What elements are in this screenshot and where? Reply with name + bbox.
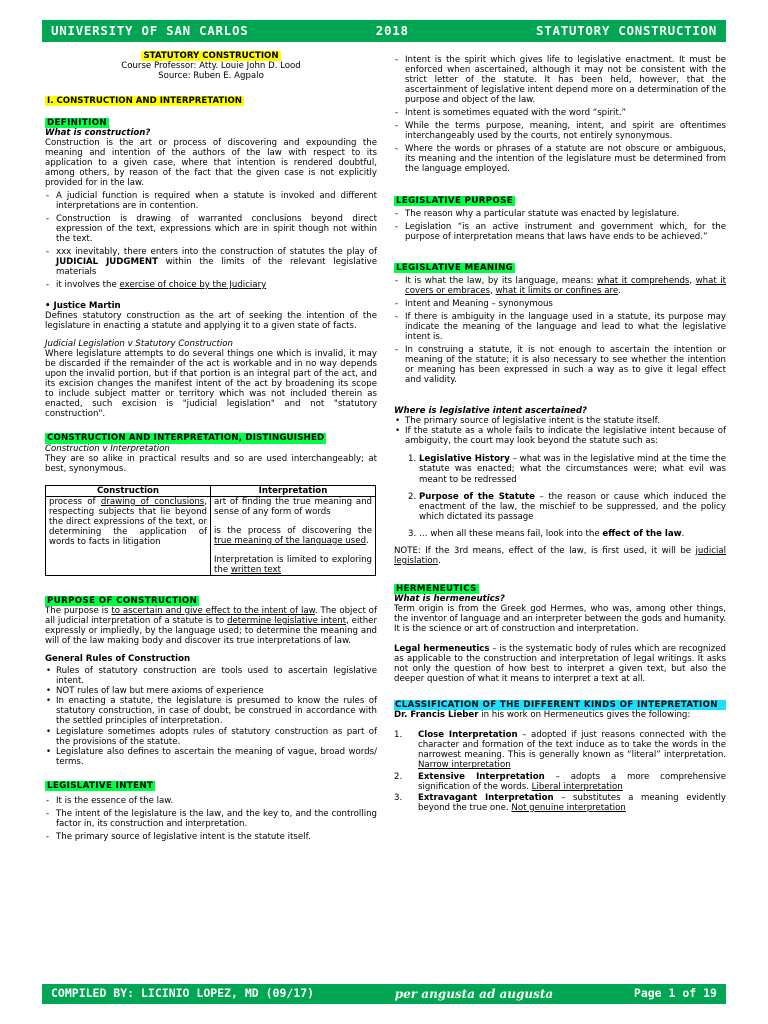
list-item: - While the terms purpose, meaning, intent, and spirit are oftentimes interchangeably used by the courts, not entirely synonymous. bbox=[394, 121, 726, 141]
comparison-table bbox=[45, 485, 376, 576]
lieber-text: Dr. Francis Lieber in his work on Hermeneutics gives the following: bbox=[394, 710, 691, 721]
list-item: • Legislature also defines to ascertain the meaning of vague, broad words/ terms. bbox=[45, 747, 377, 767]
page-number: Page 1 of 19 bbox=[633, 986, 717, 1001]
header-bar bbox=[42, 20, 726, 42]
footer-motto: per angusta ad augusta bbox=[394, 986, 554, 1001]
table-header: Construction bbox=[46, 485, 211, 496]
heading-distinguished: CONSTRUCTION AND INTERPRETATION, DISTINGUISHED bbox=[47, 433, 325, 444]
heading-hermeneutics: HERMENEUTICS bbox=[396, 583, 477, 594]
list-item: • In enacting a statute, the legislature is presumed to know the rules of statutory construction, in case of doubt, be construed in accordance with the settled principles of interpretation. bbox=[45, 696, 377, 726]
definition-list bbox=[45, 191, 377, 290]
list-item: - Intent is the spirit which gives life to legislative enactment. It must be enforced when ascertained, although it may not be consistent with the strict letter of the statute. It has been held, however, that the ascertainment of legislative intent depend more on a determination of the purpose and object of the law. bbox=[394, 55, 726, 105]
question-ascertained: Where is legislative intent ascertained? bbox=[394, 406, 587, 417]
distinguished-text: They are so alike in practical results and so are used interchangeably; at best, synonymous. bbox=[45, 453, 377, 474]
list-item: - Where the words or phrases of a statute are not obscure or ambiguous, its meaning and the intention of the legislature must be determined from the language employed. bbox=[394, 144, 726, 174]
purpose-list bbox=[394, 209, 726, 242]
table-cell-interpretation: art of finding the true meaning and sense of any form of words is the process of discovering the true meaning of the language used. Interpretation is limited to exploring the written text bbox=[211, 496, 376, 575]
list-item: - If there is ambiguity in the language used in a statute, its purpose may indicate the meaning of the language and lead to what the legislative intent is. bbox=[394, 312, 726, 342]
list-item: - It is the essence of the law. bbox=[45, 796, 377, 806]
right-column bbox=[394, 47, 726, 814]
question-hermeneutics: What is hermeneutics? bbox=[394, 593, 505, 604]
heading-legislative-purpose: LEGISLATIVE PURPOSE bbox=[396, 195, 513, 206]
list-item: - The reason why a particular statute was enacted by legislature. bbox=[394, 209, 726, 219]
definition-text: Construction is the art or process of discovering and expounding the meaning and intention of the authors of the law with respect to its application to a given case, where that intention is rendered doubtful, among others, by reason of the fact that the given case is not explicitly provided for in the law. bbox=[45, 138, 377, 189]
document-title: STATUTORY CONSTRUCTION bbox=[143, 51, 279, 61]
list-item: 1. Legislative History – what was in the legislative mind at the time the statute was enacted; what the circumstances were; what evil was meant to be redressed bbox=[408, 454, 726, 485]
list-item: 3. Extravagant Interpretation – substitutes a meaning evidently beyond the true one. Not genuine interpretation bbox=[394, 792, 726, 813]
distinguished-sub: Construction v Interpretation bbox=[45, 443, 170, 454]
list-item: • NOT rules of law but mere axioms of experience bbox=[45, 686, 377, 696]
means-list bbox=[406, 454, 726, 538]
rules-list bbox=[45, 666, 377, 766]
list-item: 3. … when all these means fail, look into the effect of the law. bbox=[408, 528, 685, 539]
heading-legislative-intent: LEGISLATIVE INTENT bbox=[47, 780, 154, 791]
table-header: Interpretation bbox=[211, 485, 376, 496]
section-heading-construction: I. CONSTRUCTION AND INTERPRETATION bbox=[47, 96, 242, 107]
title-block bbox=[45, 51, 377, 81]
list-item: - it involves the exercise of choice by the Judiciary bbox=[45, 280, 377, 290]
left-column bbox=[45, 47, 377, 845]
list-item: • The primary source of legislative intent is the statute itself. bbox=[394, 416, 726, 426]
ascertained-list bbox=[394, 416, 726, 446]
heading-purpose: PURPOSE OF CONSTRUCTION bbox=[47, 595, 198, 606]
justice-martin: • Justice Martin bbox=[45, 300, 121, 311]
footer-compiled-by: COMPILED BY: LICINIO LOPEZ, MD (09/17) bbox=[51, 986, 315, 1001]
list-item: - It is what the law, by its language, means: what it comprehends, what it covers or embraces, what it limits or confines are. bbox=[394, 276, 726, 296]
course-professor: Course Professor: Atty. Louie John D. Lood bbox=[121, 61, 301, 72]
header-university: UNIVERSITY OF SAN CARLOS bbox=[51, 22, 249, 38]
footer-bar bbox=[42, 984, 726, 1004]
rules-heading: General Rules of Construction bbox=[45, 654, 191, 665]
note-text: NOTE: If the 3rd means, effect of the law, is first used, it will be judicial legislation. bbox=[394, 545, 726, 566]
header-year: 2018 bbox=[375, 22, 409, 38]
intent-list-continued bbox=[394, 55, 726, 175]
header-subject: STATUTORY CONSTRUCTION bbox=[536, 22, 717, 38]
judicial-legislation-text: Where legislature attempts to do several things one which is invalid, it may be discarded if the remainder of the act is workable and in no way depends upon the invalid portion, but if that portion is an integral part of the act, and its excision changes the manifest intent of the act by broadening its scope to include subject matter or territory which was not included therein as enacted, such excision is "judicial legislation" and not "statutory construction". bbox=[45, 349, 377, 420]
heading-definition: DEFINITION bbox=[47, 118, 108, 129]
list-item: - Construction is drawing of warranted conclusions beyond direct expression of the text, expressions which are in spirit though not within the text. bbox=[45, 214, 377, 244]
list-item: - The primary source of legislative intent is the statute itself. bbox=[45, 832, 377, 842]
list-item: - Intent and Meaning – synonymous bbox=[394, 299, 726, 309]
table-cell-construction: process of drawing of conclusions, respecting subjects that lie beyond the direct expressions of the text, or determining the application of words to facts in litigation bbox=[46, 496, 211, 575]
list-item: 2. Extensive Interpretation – adopts a more comprehensive signification of the words. Liberal interpretation bbox=[394, 771, 726, 792]
meaning-list bbox=[394, 276, 726, 385]
kinds-list bbox=[394, 730, 726, 812]
list-item: - xxx inevitably, there enters into the construction of statutes the play of JUDICIAL JUDGMENT within the limits of the relevant legislative materials bbox=[45, 247, 377, 277]
list-item: - The intent of the legislature is the law, and the key to, and the controlling factor in, its construction and interpretation. bbox=[45, 809, 377, 829]
judicial-legislation-heading: Judicial Legislation v Statutory Construction bbox=[45, 339, 233, 350]
list-item: 2. Purpose of the Statute – the reason or cause which induced the enactment of the law, the mischief to be suppressed, and the policy which dictated its passage bbox=[408, 491, 726, 522]
intent-list bbox=[45, 796, 377, 842]
source-line: Source: Ruben E. Agpalo bbox=[158, 71, 264, 82]
legal-hermeneutics-text: Legal hermeneutics – is the systematic body of rules which are recognized as applicable to the construction and interpretation of legal writings. It asks not only the question of how best to interpret a given text, but also the deeper question of what it means to interpret a text at all. bbox=[394, 644, 726, 685]
heading-classification: CLASSIFICATION OF THE DIFFERENT KINDS OF INTEPRETATION bbox=[394, 700, 726, 710]
heading-legislative-meaning: LEGISLATIVE MEANING bbox=[396, 262, 514, 273]
list-item: • Rules of statutory construction are tools used to ascertain legislative intent. bbox=[45, 666, 377, 686]
hermeneutics-text: Term origin is from the Greek god Hermes, who was, among other things, the inventor of language and an interpreter between the gods and humanity. It is the science or art of construction and interpretation. bbox=[394, 603, 726, 635]
list-item: - In construing a statute, it is not enough to ascertain the intention or meaning of the statute; it is also necessary to see whether the intention or meaning has been expressed in such a way as to give it legal effect and validity. bbox=[394, 345, 726, 385]
question-construction: What is construction? bbox=[45, 128, 151, 139]
list-item: - Intent is sometimes equated with the word “spirit.” bbox=[394, 108, 726, 118]
list-item: - Legislation “is an active instrument and government which, for the purpose of interpretation means that laws have ends to be achieved.” bbox=[394, 222, 726, 242]
list-item: • Legislature sometimes adopts rules of statutory construction as part of the provisions of the statute. bbox=[45, 727, 377, 747]
list-item: 1. Close Interpretation – adopted if just reasons connected with the character and formation of the text induce as to take the words in the narrowest meaning. This is generally known as “literal” interpretation. Narrow interpretation bbox=[394, 730, 726, 771]
purpose-text: The purpose is to ascertain and give effect to the intent of law. The object of all judicial interpretation of a statute is to determine legislative intent, either expressly or impliedly, by the language used; to determine the meaning and will of the law making body and discover its true interpretations of law. bbox=[45, 606, 377, 647]
list-item: - A judicial function is required when a statute is invoked and different interpretations are in contention. bbox=[45, 191, 377, 211]
list-item: • If the statute as a whole fails to indicate the legislative intent because of ambiguity, the court may look beyond the statute such as: bbox=[394, 426, 726, 446]
martin-text: Defines statutory construction as the art of seeking the intention of the legislature in enacting a statute and applying it to a given state of facts. bbox=[45, 310, 377, 332]
